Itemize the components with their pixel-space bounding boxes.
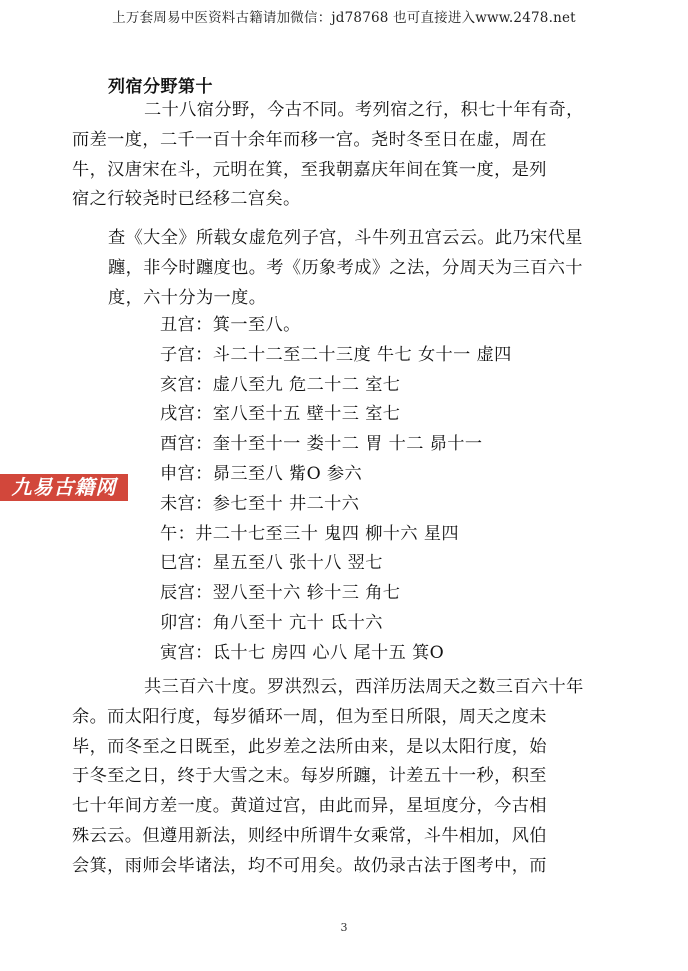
- text-line: 宿之行较尧时已经移二宫矣。: [72, 189, 301, 210]
- paragraph-1: [72, 96, 618, 215]
- text-line: 而差一度，二千一百十余年而移一宫。尧时冬至日在虚，周在: [72, 129, 547, 150]
- text-line: 会箕，雨师会毕诸法，均不可用矣。故仍录古法于图考中，而: [72, 855, 547, 876]
- text-line: 躔，非今时躔度也。考《历象考成》之法，分周天为三百六十: [108, 257, 583, 278]
- list-item: 亥宫：虚八至九 危二十二 室七: [160, 374, 401, 395]
- paragraph-3: [72, 673, 618, 882]
- section-title: 列宿分野第十: [108, 77, 213, 97]
- text-line: 毕，而冬至之日既至，此岁差之法所由来，是以太阳行度，始: [72, 736, 547, 757]
- text-line: 于冬至之日，终于大雪之末。每岁所躔，计差五十一秒，积至: [72, 766, 547, 787]
- text-line: 牛，汉唐宋在斗，元明在箕，至我朝嘉庆年间在箕一度，是列: [72, 159, 547, 180]
- list-item: 寅宫：氐十七 房四 心八 尾十五 箕O: [160, 642, 445, 663]
- paragraph-2: [108, 224, 618, 313]
- text-line: 余。而太阳行度，每岁循环一周，但为至日所限，周天之度未: [72, 706, 547, 727]
- text-line: 查《大全》所载女虚危列子宫，斗牛列丑宫云云。此乃宋代星: [108, 228, 583, 248]
- list-item: 辰宫：翌八至十六 轸十三 角七: [160, 583, 401, 604]
- list-item: 卯宫：角八至十 亢十 氐十六: [160, 612, 383, 633]
- list-item: 申宫：昴三至八 觜O 参六: [160, 463, 363, 484]
- list-item: 酉宫：奎十至十一 娄十二 胃 十二 昴十一: [160, 434, 483, 455]
- text-line: 二十八宿分野，今古不同。考列宿之行，积七十年有奇，: [144, 100, 584, 120]
- list-item: 丑宫：箕一至八。: [160, 315, 301, 335]
- list-item: 午：井二十七至三十 鬼四 柳十六 星四: [160, 523, 459, 544]
- palace-list: [160, 311, 512, 669]
- list-item: 子宫：斗二十二至二十三度 牛七 女十一 虚四: [160, 344, 512, 365]
- text-line: 度，六十分为一度。: [108, 287, 267, 308]
- list-item: 巳宫：星五至八 张十八 翌七: [160, 553, 383, 574]
- list-item: 戌宫：室八至十五 壁十三 室七: [160, 404, 401, 425]
- text-line: 七十年间方差一度。黄道过宫，由此而异，星垣度分，今古相: [72, 796, 547, 817]
- page-header: 上万套周易中医资料古籍请加微信：jd78768 也可直接进入www.2478.net: [112, 10, 576, 26]
- watermark-logo: 九易古籍网: [0, 474, 128, 501]
- page-number: 3: [340, 921, 348, 934]
- list-item: 未宫：参七至十 井二十六: [160, 493, 360, 514]
- text-line: 殊云云。但遵用新法，则经中所谓牛女乘常，斗牛相加，风伯: [72, 825, 547, 846]
- text-line: 共三百六十度。罗洪烈云，西洋历法周天之数三百六十年: [144, 677, 584, 697]
